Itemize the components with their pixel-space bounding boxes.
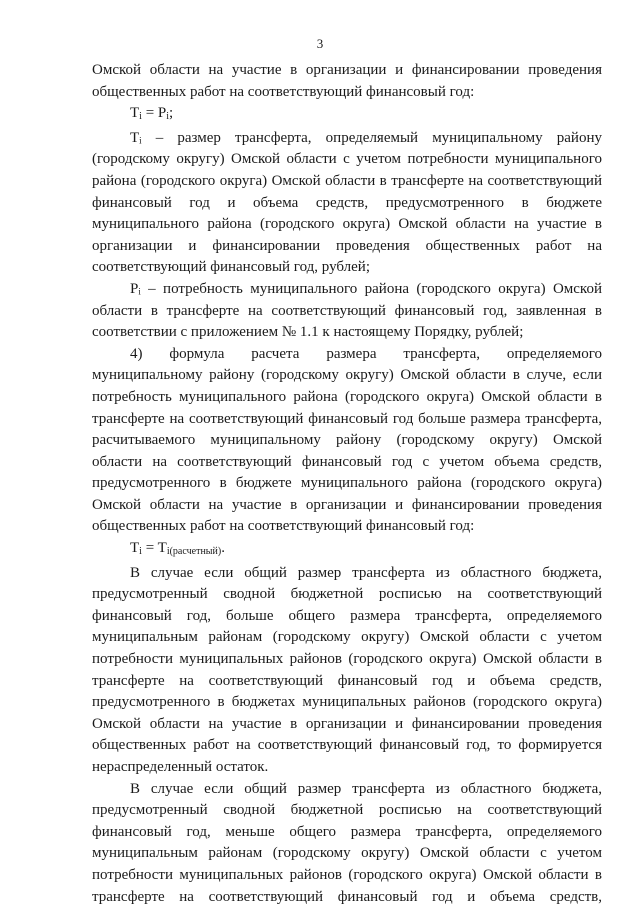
text-line: Tᵢ – размер трансферта, определяемый муниципальному району bbox=[130, 129, 602, 146]
text-line: района (городского округа) Омской области в трансферте на соответствующий bbox=[92, 172, 602, 189]
text-line: организации и финансировании проведения общественных работ на bbox=[92, 237, 602, 254]
text-line: трансферте на соответствующий финансовый год больше размера трансферта, bbox=[92, 410, 602, 427]
text-line: муниципальному району (городскому округу) Омской области в случе, если bbox=[92, 367, 602, 384]
body-text bbox=[92, 60, 602, 908]
text-line: 4) формула расчета размера трансферта, определяемого bbox=[130, 345, 602, 362]
text-line: потребности муниципальных районов (городского округа) Омской области в bbox=[92, 866, 602, 883]
text-line: общественных работ на соответствующий финансовый год, то формируется bbox=[92, 737, 602, 754]
formula-lhs: T bbox=[130, 540, 140, 557]
text-line: Pᵢ – потребность муниципального района (городского округа) Омской bbox=[130, 280, 602, 297]
formula-rhs-subscript: i bbox=[166, 111, 170, 123]
text-line: области в трансферте на соответствующий финансовый год, заявленная в bbox=[92, 302, 602, 319]
formula-equals: = bbox=[141, 540, 158, 557]
text-line: потребности муниципальных районов (городского округа) Омской области в bbox=[92, 651, 602, 668]
page-number: 3 bbox=[316, 36, 324, 51]
formula-lhs: T bbox=[130, 105, 140, 122]
text-line: общественных работ на соответствующий финансовый год: bbox=[92, 518, 475, 535]
text-line: муниципального района (городского округа) Омской области на участие в bbox=[92, 216, 602, 233]
text-line: трансферте на соответствующий финансовый год и объема средств, bbox=[92, 888, 602, 905]
text-line: предусмотренного в бюджетах муниципальных районов (городского округа) bbox=[92, 694, 602, 711]
formula bbox=[92, 103, 602, 128]
text-line: финансовый год, меньше общего размера трансферта, определяемого bbox=[92, 823, 602, 840]
formula-tail: ; bbox=[169, 105, 174, 122]
formula-rhs: P bbox=[157, 105, 167, 122]
formula-rhs-subscript: i(расчетный) bbox=[166, 546, 222, 558]
text-line: области на соответствующий финансовый год с учетом объема средств, bbox=[92, 453, 602, 470]
text-line: предусмотренный сводной бюджетной росписью на соответствующий bbox=[92, 802, 602, 819]
text-line: предусмотренного в бюджете муниципального района (городского округа) bbox=[92, 475, 602, 492]
formula-lhs-subscript: i bbox=[139, 111, 142, 123]
text-line: нераспределенный остаток. bbox=[92, 759, 269, 775]
text-line: соответствии с приложением № 1.1 к настоящему Порядку, рублей; bbox=[92, 324, 524, 341]
text-line: расчитываемого муниципальному району (городскому округу) Омской bbox=[92, 432, 602, 449]
text-line: муниципальным районам (городскому округу) Омской области с учетом bbox=[92, 845, 602, 862]
text-line: потребность муниципального района (городского округа) Омской области в bbox=[92, 388, 602, 405]
formula-tail: . bbox=[221, 540, 225, 557]
text-line: В случае если общий размер трансферта из областного бюджета, bbox=[130, 564, 602, 581]
text-line: финансовый год и объема средств, предусмотренного в бюджете bbox=[92, 194, 602, 211]
text-line: предусмотренный сводной бюджетной росписью на соответствующий bbox=[92, 586, 602, 603]
text-line: Омской области на участие в организации и финансировании проведения bbox=[92, 715, 602, 732]
text-line: финансовый год, больше общего размера трансферта, определяемого bbox=[92, 607, 602, 624]
text-line: соответствующий финансовый год, рублей; bbox=[92, 259, 370, 276]
formula bbox=[92, 538, 602, 563]
text-line: общественных работ на соответствующий финансовый год: bbox=[92, 83, 475, 100]
text-line: В случае если общий размер трансферта из областного бюджета, bbox=[130, 780, 602, 797]
text-line: трансферте на соответствующий финансовый год и объема средств, bbox=[92, 672, 602, 689]
formula-lhs-subscript: i bbox=[139, 546, 142, 558]
formula-equals: = bbox=[141, 105, 158, 122]
text-line: (городскому округу) Омской области с учетом потребности муниципального bbox=[92, 151, 602, 168]
formula-rhs: T bbox=[157, 540, 167, 557]
text-line: Омской области на участие в организации и финансировании проведения bbox=[92, 62, 602, 78]
text-line: муниципальным районам (городскому округу) Омской области с учетом bbox=[92, 629, 602, 646]
text-line: Омской области на участие в организации и финансировании проведения bbox=[92, 496, 602, 513]
